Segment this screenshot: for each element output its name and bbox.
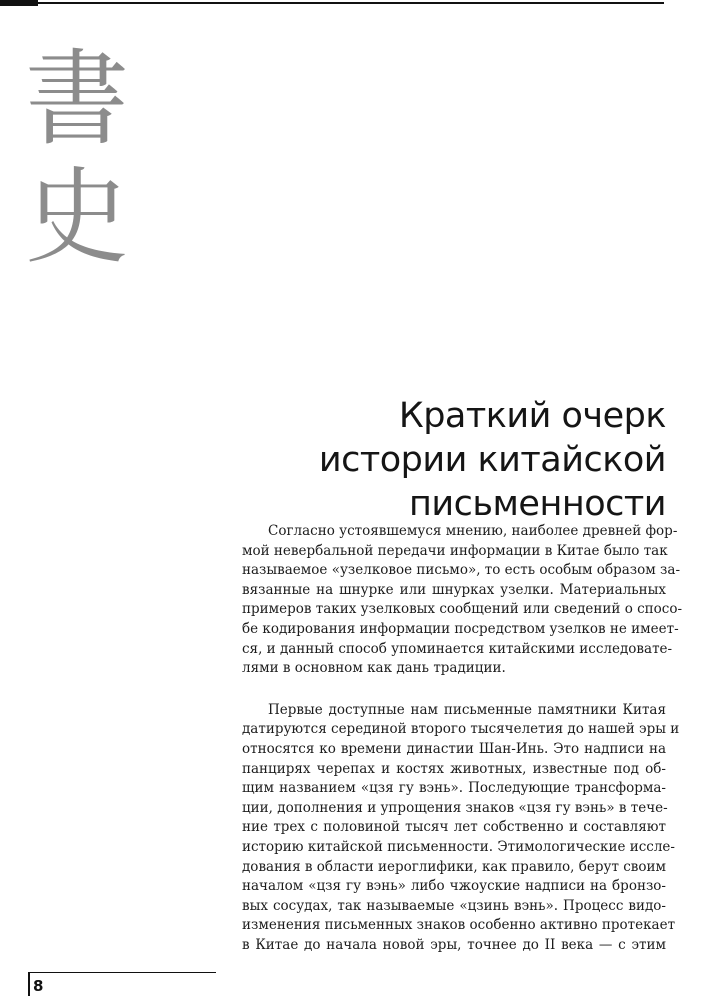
paragraph-2	[242, 701, 680, 956]
text-line: в Китае до начала новой эры, точнее до II века — с этим	[242, 936, 666, 953]
text-line: датируются серединой второго тысячелетия до нашей эры и	[242, 721, 680, 738]
chapter-title-line: Краткий очерк	[398, 396, 666, 436]
text-line: щим названием «цзя гу вэнь». Последующие трансформа-	[242, 780, 666, 797]
decorative-hanzi-column	[22, 40, 132, 276]
text-line: вязанные на шнурке или шнурках узелки. Материальных	[242, 581, 666, 598]
text-line: ции, дополнения и упрощения знаков «цзя гу вэнь» в тече-	[242, 799, 668, 816]
text-line: примеров таких узелковых сообщений или сведений о спосо-	[242, 601, 683, 618]
paragraph-1	[242, 522, 683, 679]
top-corner-mark	[0, 0, 38, 6]
text-line: дования в области иероглифики, как правило, берут своим	[242, 858, 667, 875]
chapter-title	[246, 394, 666, 526]
text-line: Согласно устоявшемуся мнению, наиболее древней фор-	[268, 523, 678, 539]
body-text	[242, 522, 683, 977]
text-line: относятся ко времени династии Шан-Инь. Это надписи на	[242, 740, 666, 757]
text-line: изменения письменных знаков особенно активно протекает	[242, 917, 676, 934]
hanzi-shu: 書	[24, 38, 129, 160]
text-line: Первые доступные нам письменные памятники Китая	[268, 701, 666, 718]
text-line: панцирях черепах и костях животных, известные под об-	[242, 760, 666, 777]
text-line: бе кодирования информации посредством узелков не имеет-	[242, 620, 679, 637]
text-line: вых сосудах, так называемые «цзинь вэнь». Процесс видо-	[242, 897, 666, 914]
footer-corner-mark	[28, 972, 30, 996]
text-line: мой невербальной передачи информации в Китае было так	[242, 542, 668, 559]
text-line: историю китайской письменности. Этимологические иссле-	[242, 838, 675, 855]
page-number: 8	[33, 977, 44, 995]
top-rule	[0, 2, 664, 4]
chapter-title-line: письменности	[409, 484, 666, 524]
text-line: ние трех с половиной тысяч лет собственно и составляют	[242, 819, 666, 836]
text-line: ся, и данный способ упоминается китайскими исследовате-	[242, 640, 673, 657]
text-line: называемое «узелковое письмо», то есть особым образом за-	[242, 562, 681, 579]
footer-rule	[28, 972, 216, 973]
text-line: началом «цзя гу вэнь» либо чжоуские надписи на бронзо-	[242, 878, 666, 895]
chapter-title-line: истории китайской	[318, 440, 666, 480]
text-line: лями в основном как дань традиции.	[242, 660, 506, 677]
hanzi-shi: 史	[24, 156, 129, 278]
